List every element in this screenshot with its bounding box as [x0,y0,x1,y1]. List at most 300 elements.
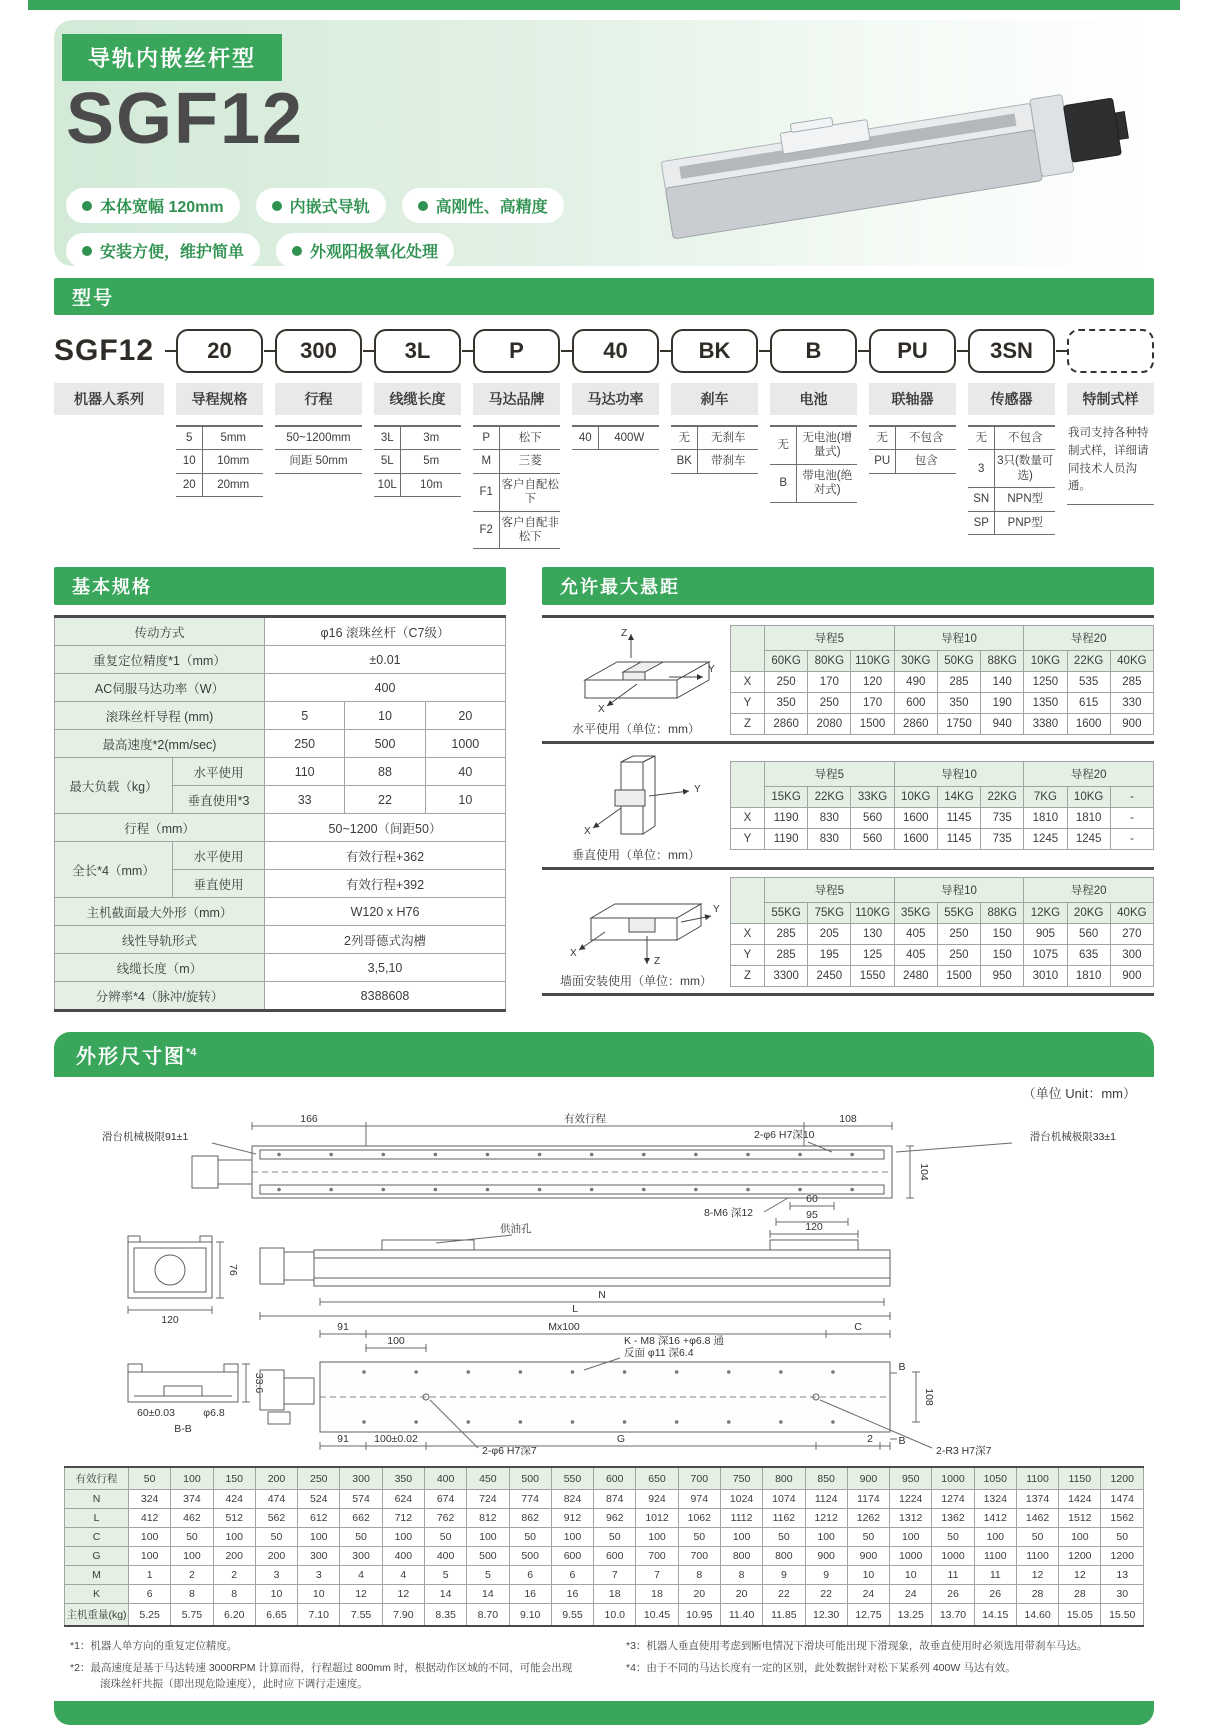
header-cell: 80KG [808,650,851,671]
data-cell: 15.05 [1059,1604,1101,1627]
header-cell: 550 [551,1467,593,1490]
data-cell: 2480 [894,965,937,986]
data-cell: 500 [467,1547,509,1566]
data-cell: 50 [932,1528,974,1547]
header-cell: 200 [255,1467,297,1490]
data-cell: 285 [765,944,808,965]
data-cell: 1362 [932,1509,974,1528]
dim-label: 2 [867,1433,873,1446]
data-cell: 405 [894,923,937,944]
data-cell: 3300 [765,965,808,986]
dim-label: 100 [387,1335,405,1348]
dim-label: C [854,1321,862,1334]
data-cell: 1100 [1016,1547,1058,1566]
data-cell: φ16 滚珠丝杆（C7级） [265,617,506,646]
data-cell: 1212 [805,1509,847,1528]
data-cell: 512 [213,1509,255,1528]
option-code: 无 [770,426,797,464]
wall-use-figure [542,870,730,993]
option-desc: PNP型 [995,511,1055,534]
data-cell: 5 [265,702,345,730]
header-cell: 12KG [1024,902,1067,923]
data-cell: Y [731,944,765,965]
data-cell: 125 [851,944,894,965]
data-cell: 190 [981,692,1024,713]
data-cell: 18 [594,1585,636,1604]
data-cell: 1374 [1016,1490,1058,1509]
model-section-title: 型号 [72,288,115,309]
data-cell: 1512 [1059,1509,1101,1528]
header-cell: K [65,1585,129,1604]
data-cell: 600 [551,1547,593,1566]
bullet-icon [272,201,282,211]
basic-specs-header [54,567,506,605]
segment-options [54,425,164,435]
data-cell: 100 [636,1528,678,1547]
segment-options [968,425,1055,535]
data-cell: 2860 [765,713,808,734]
dim-label: 8-M6 深12 [704,1207,754,1220]
header-cell: L [65,1509,129,1528]
header-cell: 主机重量(kg) [65,1604,129,1627]
segment-option-table [275,425,362,474]
data-cell: 800 [720,1547,762,1566]
header-cell: 1050 [974,1467,1016,1490]
data-cell: 12 [340,1585,382,1604]
dim-label: 108 [923,1388,935,1407]
feature-pill-list [66,188,686,268]
axis-z-label: Z [654,956,661,968]
header-cell: 最高速度*2(mm/sec) [55,730,265,758]
data-cell: Z [731,965,765,986]
footnote: *2：最高速度是基于马达转速 3000RPM 计算而得，行程超过 800mm 时，根据动作区域的不同，可能会出现滚珠丝杆共振（即出现危险速度），此时应下调行走速度。 [70,1662,573,1690]
data-cell: 15.50 [1101,1604,1144,1627]
header-cell: 导程20 [1024,762,1154,787]
data-cell: 1190 [765,808,808,829]
header-cell: 线缆长度（m） [55,954,265,982]
data-cell: 14.15 [974,1604,1016,1627]
data-cell: 424 [213,1490,255,1509]
data-cell: 26 [932,1585,974,1604]
data-cell: 24 [890,1585,932,1604]
header-cell: 分辨率*4（脉冲/旋转） [55,982,265,1011]
data-cell: 900 [805,1547,847,1566]
basic-specs-title: 基本规格 [72,577,152,598]
data-cell: 900 [1110,965,1153,986]
data-cell: - [1110,808,1153,829]
option-code: 3L [374,426,401,450]
data-cell: 1200 [1059,1547,1101,1566]
data-cell: 8 [720,1566,762,1585]
data-cell: 535 [1067,671,1110,692]
data-cell: 1224 [890,1490,932,1509]
option-code: 10 [176,450,203,473]
header-cell: 重复定位精度*1（mm） [55,646,265,674]
dim-label: 108 [839,1113,857,1126]
data-cell: X [731,671,765,692]
data-cell: 812 [467,1509,509,1528]
data-cell: 11.85 [763,1604,805,1627]
data-cell: 13.25 [890,1604,932,1627]
data-cell: 2 [171,1566,213,1585]
data-cell: 924 [636,1490,678,1509]
footnote: *3：机器人垂直使用考虑到断电情况下滑块可能出现下滑现象，故垂直使用时必须选用带刹车马达。 [626,1640,1088,1653]
data-cell: 50 [424,1528,466,1547]
option-code: 3 [968,450,995,488]
dim-label: 104 [918,1163,930,1182]
data-cell: X [731,808,765,829]
data-cell: 40 [425,758,505,786]
model-code-box: 20 [176,329,263,373]
data-cell: 14 [467,1585,509,1604]
dim-label: 60±0.03 [137,1407,175,1420]
data-cell: 13 [1101,1566,1144,1585]
data-cell: 1262 [847,1509,889,1528]
basic-specs-section [54,567,506,1012]
data-cell: 615 [1067,692,1110,713]
wall-overhang-table [730,877,1154,987]
data-cell: 12 [1016,1566,1058,1585]
header-cell: 110KG [851,650,894,671]
data-cell: 10 [847,1566,889,1585]
data-cell: 6 [551,1566,593,1585]
data-cell: 1324 [974,1490,1016,1509]
data-cell: 912 [551,1509,593,1528]
option-desc: 无刹车 [698,426,758,450]
axis-y-label: Y [708,664,715,676]
header-cell: 7KG [1024,787,1067,808]
data-cell: 20 [425,702,505,730]
header-cell [731,762,765,808]
data-cell: 574 [340,1490,382,1509]
data-cell: 1190 [765,829,808,850]
top-accent-bar [28,0,1180,10]
header-cell: M [65,1566,129,1585]
dim-label: 120 [161,1314,179,1327]
segment-option-table [473,425,560,549]
data-cell: 16 [551,1585,593,1604]
data-cell: 2860 [894,713,937,734]
header-cell: 150 [213,1467,255,1490]
data-cell: 100 [467,1528,509,1547]
overhang-header [542,567,1154,605]
data-cell: 8388608 [265,982,506,1011]
data-cell: 824 [551,1490,593,1509]
data-cell: 3 [255,1566,297,1585]
data-cell: 11.40 [720,1604,762,1627]
dim-label: 60 [806,1193,818,1206]
data-cell: Y [731,829,765,850]
header-cell [731,877,765,923]
segment-option-table [374,425,461,497]
header-cell: 有效行程 [65,1467,129,1490]
header-cell: 10KG [894,787,937,808]
data-cell: 9.10 [509,1604,551,1627]
footnote: *1：机器人单方向的重复定位精度。 [70,1640,238,1653]
data-cell: 2450 [808,965,851,986]
data-cell: 110 [265,758,345,786]
header-cell: 850 [805,1467,847,1490]
data-cell: 有效行程+362 [265,842,506,870]
axis-y-label: Y [694,784,701,796]
footnote: *4：由于不同的马达长度有一定的区别，此处数据针对松下某系列 400W 马达有效。 [626,1662,1016,1674]
data-cell: 170 [808,671,851,692]
data-cell: 26 [974,1585,1016,1604]
data-cell: 1012 [636,1509,678,1528]
data-cell: 1245 [1067,829,1110,850]
option-desc: 400W [599,426,659,450]
header-cell: 55KG [765,902,808,923]
wall-mount-diagram [551,874,721,970]
data-cell: 8 [171,1585,213,1604]
data-cell: 1 [129,1566,171,1585]
data-cell: 735 [981,808,1024,829]
data-cell: 1500 [851,713,894,734]
option-code: B [770,464,797,502]
header-cell: 55KG [937,902,980,923]
option-desc: 不包含 [896,426,956,450]
data-cell: 100 [974,1528,1016,1547]
page [54,20,1154,1725]
header-cell: - [1110,787,1153,808]
header-cell: 1000 [932,1467,974,1490]
horizontal-use-diagram [551,622,721,718]
option-code: 20 [176,473,203,496]
data-cell: 5.25 [129,1604,171,1627]
data-cell: 400 [382,1547,424,1566]
data-cell: 950 [981,965,1024,986]
data-cell: 1024 [720,1490,762,1509]
data-cell: 50 [847,1528,889,1547]
dim-label: 33.6 [253,1373,265,1394]
header-cell: 500 [509,1467,551,1490]
data-cell: 10 [298,1585,340,1604]
header-cell: 全长*4（mm） [55,842,173,898]
data-cell: 662 [340,1509,382,1528]
data-cell: 330 [1110,692,1153,713]
header-cell: 75KG [808,902,851,923]
data-cell: 100 [890,1528,932,1547]
header-cell: 10KG [1024,650,1067,671]
segment-options [473,425,560,549]
data-cell: 6 [509,1566,551,1585]
data-cell: 100 [171,1547,213,1566]
feature-pill [66,188,240,223]
option-code: 10L [374,473,401,496]
dim-label: 2-R3 H7深7 [936,1445,992,1458]
data-cell: 300 [340,1547,382,1566]
product-type-tag: 导轨内嵌丝杆型 [62,34,282,81]
vertical-use-figure [542,744,730,867]
segment-label: 马达品牌 [473,383,560,415]
header-cell: 350 [382,1467,424,1490]
data-cell: 12.30 [805,1604,847,1627]
data-cell: 560 [851,829,894,850]
data-cell: 1000 [932,1547,974,1566]
header-cell: 滚珠丝杆导程 (mm) [55,702,265,730]
header-cell: 400 [424,1467,466,1490]
data-cell: 100 [382,1528,424,1547]
dim-label: L [572,1303,578,1316]
data-cell: 10.0 [594,1604,636,1627]
header-cell: 35KG [894,902,937,923]
data-cell: 250 [808,692,851,713]
data-cell: 1500 [937,965,980,986]
data-cell: 1174 [847,1490,889,1509]
data-cell: 474 [255,1490,297,1509]
data-cell: 3380 [1024,713,1067,734]
data-cell: 5.75 [171,1604,213,1627]
data-cell: 900 [847,1547,889,1566]
option-desc: 无电池(增量式) [797,426,857,464]
header-cell: 50 [129,1467,171,1490]
data-cell: 100 [720,1528,762,1547]
data-cell: 8.70 [467,1604,509,1627]
data-cell: 560 [851,808,894,829]
data-cell: 700 [678,1547,720,1566]
data-cell: 1250 [1024,671,1067,692]
data-cell: 350 [937,692,980,713]
data-cell: 735 [981,829,1024,850]
product-image [640,42,1140,247]
data-cell: 400 [265,674,506,702]
header-cell: 20KG [1067,902,1110,923]
data-cell: 9 [763,1566,805,1585]
axis-x-label: X [598,704,605,716]
model-grid [54,329,1154,549]
dim-label: 166 [300,1113,318,1126]
dim-label: K - M8 深16 +φ6.8 通 [624,1335,724,1348]
option-code: PU [869,450,896,473]
option-desc: 三菱 [500,450,560,473]
data-cell: 830 [808,808,851,829]
dim-label: 2-φ6 H7深7 [482,1445,537,1458]
data-cell: Z [731,713,765,734]
header-cell: 33KG [851,787,894,808]
header-cell: 750 [720,1467,762,1490]
data-cell: 10 [345,702,425,730]
dim-label: 91 [337,1321,349,1334]
data-cell: 400 [424,1547,466,1566]
data-cell: 1350 [1024,692,1067,713]
data-cell: 10 [425,786,505,814]
basic-specs-table [54,615,506,1012]
data-cell: 100 [805,1528,847,1547]
header-cell: 900 [847,1467,889,1490]
dim-label: 滑台机械极限33±1 [1029,1131,1116,1144]
data-cell: 1312 [890,1509,932,1528]
data-cell: 20 [678,1585,720,1604]
data-cell: 195 [808,944,851,965]
header-cell: 1200 [1101,1467,1144,1490]
data-cell: 150 [981,944,1024,965]
header-cell: 1100 [1016,1467,1058,1490]
data-cell: 24 [847,1585,889,1604]
data-cell: 50 [763,1528,805,1547]
overhang-section [542,567,1154,1012]
data-cell: 7.55 [340,1604,382,1627]
data-cell: 1750 [937,713,980,734]
data-cell: 100 [129,1528,171,1547]
header-cell: 800 [763,1467,805,1490]
header-cell: 导程10 [894,877,1024,902]
data-cell: - [1110,829,1153,850]
option-code: F1 [473,473,500,511]
header-cell: 线性导轨形式 [55,926,265,954]
option-code: SN [968,488,995,511]
axis-y-label: Y [713,904,720,916]
data-cell: 33 [265,786,345,814]
feature-pill [66,233,260,268]
dimensions-title-footnote-mark: *4 [186,1046,197,1059]
header-cell: 主机截面最大外形（mm） [55,898,265,926]
data-cell: 88 [345,758,425,786]
segment-options [869,425,956,474]
vertical-use-diagram [551,748,721,844]
option-code: 40 [572,426,599,450]
data-cell: 1462 [1016,1509,1058,1528]
header-cell: 650 [636,1467,678,1490]
data-cell: 1145 [937,829,980,850]
header-cell: AC伺服马达功率（W） [55,674,265,702]
vertical-overhang-table [730,761,1154,850]
data-cell: 140 [981,671,1024,692]
model-code-box: PU [869,329,956,373]
data-cell: 1145 [937,808,980,829]
data-cell: 1075 [1024,944,1067,965]
header-cell: 行程（mm） [55,814,265,842]
data-cell: 7.90 [382,1604,424,1627]
overhang-caption: 垂直使用（单位：mm） [572,848,700,863]
data-cell: 50 [1101,1528,1144,1547]
data-cell: 412 [129,1509,171,1528]
model-code-box: 300 [275,329,362,373]
model-code-box: 40 [572,329,659,373]
data-cell: 50 [255,1528,297,1547]
feature-pill-label: 本体宽幅 120mm [100,199,224,216]
dim-label: 滑台机械极限91±1 [102,1131,189,1144]
feature-pill-label: 内嵌式导轨 [289,199,370,216]
data-cell: 200 [213,1547,255,1566]
option-code: F2 [473,511,500,549]
dimensions-header [54,1032,1154,1077]
data-cell: 100 [129,1547,171,1566]
data-cell: 28 [1016,1585,1058,1604]
data-cell: 10 [255,1585,297,1604]
data-cell: 6 [129,1585,171,1604]
data-cell: 270 [1110,923,1153,944]
data-cell: 50 [171,1528,213,1547]
header-cell: 22KG [808,787,851,808]
data-cell: 490 [894,671,937,692]
dimensions-body [54,1077,1154,1700]
segment-options [770,425,857,503]
data-cell: 1810 [1067,808,1110,829]
data-cell: 8 [213,1585,255,1604]
data-cell: 3,5,10 [265,954,506,982]
header-cell: 700 [678,1467,720,1490]
option-desc: 5m [401,450,461,473]
option-code: 无 [968,426,995,450]
data-cell: 600 [594,1547,636,1566]
data-cell: 12 [382,1585,424,1604]
data-cell: 1162 [763,1509,805,1528]
data-cell: 250 [765,671,808,692]
dim-label: 95 [806,1209,818,1222]
header-cell [731,625,765,671]
option-desc: 50~1200mm [275,426,362,450]
option-code: M [473,450,500,473]
